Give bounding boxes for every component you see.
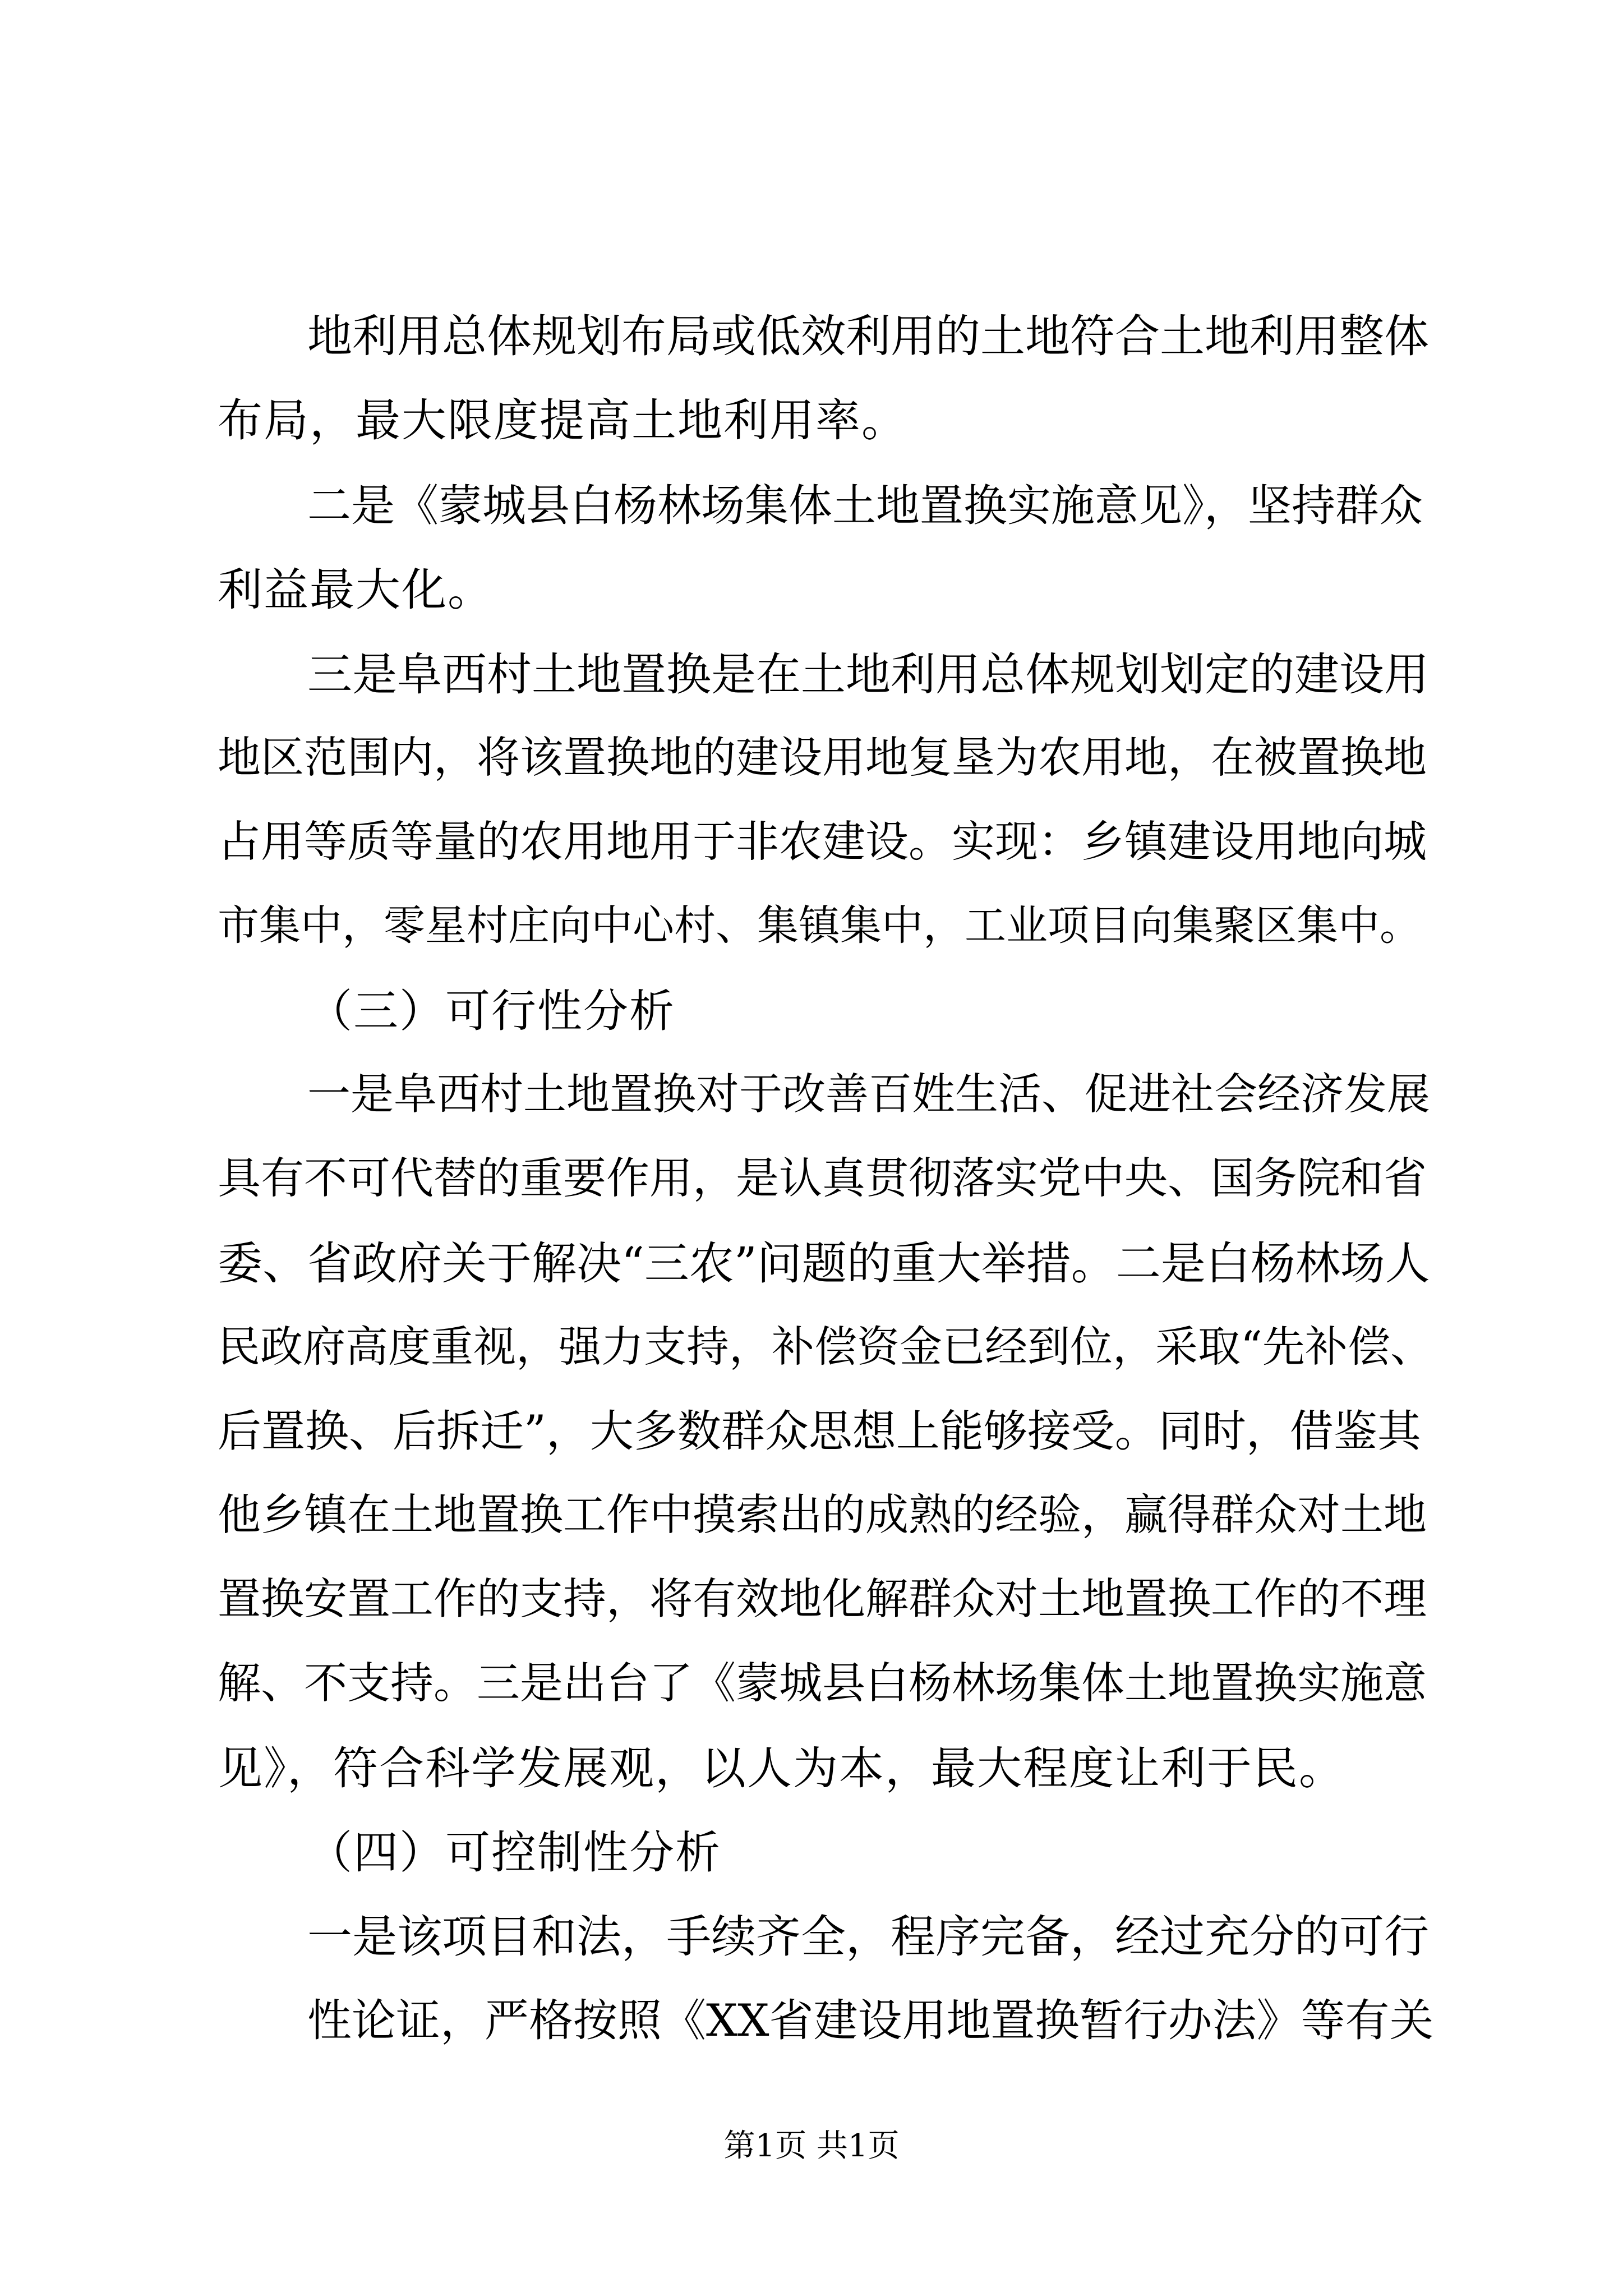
text-line: 委、省政府关于解决“三农”问题的重大举措。二是白杨林场人: [218, 1237, 1430, 1290]
text-line: 他乡镇在土地置换工作中摸索出的成熟的经验，赢得群众对土地: [218, 1490, 1427, 1540]
text-line: 占用等质等量的农用地用于非农建设。实现：乡镇建设用地向城: [218, 817, 1427, 867]
text-line: 见》，符合科学发展观，以人为本，最大程度让利于民。: [218, 1742, 1345, 1795]
page-footer: 第1页 共1页: [723, 2128, 900, 2164]
text-line: 一是该项目和法，手续齐全，程序完备，经过充分的可行: [307, 1911, 1429, 1963]
text-line: 置换安置工作的支持，将有效地化解群众对土地置换工作的不理: [218, 1575, 1427, 1625]
text-line: 地区范围内，将该置换地的建设用地复垦为农用地，在被置换地: [218, 733, 1427, 783]
text-line: 二是《蒙城县白杨林场集体土地置换实施意见》，坚持群众: [307, 481, 1423, 531]
text-line: 一是阜西村土地置换对于改善百姓生活、促进社会经济发展: [307, 1070, 1430, 1120]
text-line: 后置换、后拆迁”，大多数群众思想上能够接受。同时，借鉴其: [218, 1406, 1421, 1457]
text-line: 地利用总体规划布局或低效利用的土地符合土地利用整体: [307, 310, 1429, 362]
text-line: 三是阜西村土地置换是在土地利用总体规划划定的建设用: [307, 648, 1429, 701]
text-line: 布局，最大限度提高土地利用率。: [218, 394, 907, 447]
text-line: 解、不支持。三是出台了《蒙城县白杨林场集体土地置换实施意: [218, 1659, 1427, 1709]
text-line: 具有不可代替的重要作用，是认真贯彻落实党中央、国务院和省: [218, 1154, 1427, 1204]
text-line: 利益最大化。: [218, 564, 494, 616]
text-line: 性论证，严格按照《XX省建设用地置换暂行办法》等有关: [307, 1995, 1434, 2046]
text-line: 市集中，零星村庄向中心村、集镇集中，工业项目向集聚区集中。: [218, 901, 1421, 950]
text-line: 民政府高度重视，强力支持，补偿资金已经到位，采取“先补偿、: [218, 1322, 1433, 1372]
section-heading: （四）可控制性分析: [307, 1826, 721, 1879]
section-heading: （三）可行性分析: [307, 985, 675, 1037]
